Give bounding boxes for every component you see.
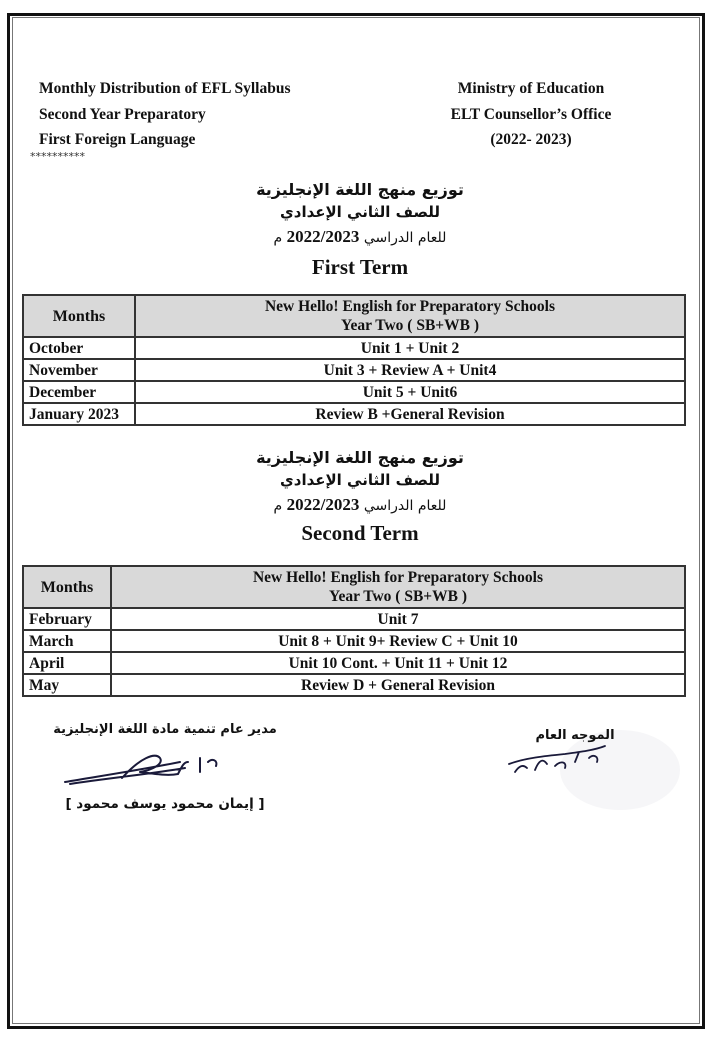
ministry-label: Ministry of Education [457, 80, 605, 97]
second-term-title: Second Term [301, 521, 419, 545]
book-column-header [135, 295, 685, 337]
book-subtitle: Year Two ( SB+WB ) [340, 317, 479, 334]
arabic-year-value: 2022/2023 [286, 495, 360, 514]
second-term-arabic-heading [160, 446, 560, 519]
header-right [432, 76, 630, 153]
content-cell: Unit 10 Cont. + Unit 11 + Unit 12 [111, 652, 685, 674]
table-row [23, 403, 685, 425]
content-cell: Unit 3 + Review A + Unit4 [135, 359, 685, 381]
book-subtitle: Year Two ( SB+WB ) [328, 588, 467, 605]
month-cell: February [23, 608, 111, 630]
month-cell: March [23, 630, 111, 652]
arabic-year-value: 2022/2023 [286, 227, 360, 246]
content-cell: Unit 7 [111, 608, 685, 630]
first-term-arabic-heading [160, 178, 560, 251]
month-cell: December [23, 381, 135, 403]
table-row [23, 381, 685, 403]
separator-stars: ********** [30, 150, 85, 163]
months-column-header: Months [23, 566, 111, 608]
header-left [39, 76, 291, 153]
left-signature [60, 748, 230, 790]
table-header-row [23, 566, 685, 608]
book-column-header [111, 566, 685, 608]
month-cell: May [23, 674, 111, 696]
month-cell: January 2023 [23, 403, 135, 425]
first-term-title: First Term [311, 255, 409, 279]
table-row [23, 337, 685, 359]
content-cell: Review D + General Revision [111, 674, 685, 696]
second-term-table [22, 565, 686, 697]
syllabus-title: Monthly Distribution of EFL Syllabus [39, 80, 291, 97]
content-cell: Unit 1 + Unit 2 [135, 337, 685, 359]
arabic-year-label: للعام الدراسي [363, 230, 447, 246]
right-signatory-title: الموجه العام [535, 728, 615, 743]
content-cell: Unit 8 + Unit 9+ Review C + Unit 10 [111, 630, 685, 652]
arabic-year-suffix: م [273, 498, 283, 514]
first-term-table [22, 294, 686, 426]
table-row [23, 652, 685, 674]
arabic-year [160, 492, 560, 519]
month-cell: November [23, 359, 135, 381]
arabic-year [160, 224, 560, 251]
office-label: ELT Counsellor’s Office [450, 105, 612, 123]
month-cell: October [23, 337, 135, 359]
content-cell: Unit 5 + Unit6 [135, 381, 685, 403]
arabic-grade: للصف الثاني الإعدادي [280, 471, 440, 489]
table-header-row [23, 295, 685, 337]
left-signatory-title: مدير عام تنمية مادة اللغة الإنجليزية [53, 722, 277, 737]
table-row [23, 674, 685, 696]
grade-label: Second Year Preparatory [39, 105, 206, 123]
arabic-year-label: للعام الدراسي [363, 498, 447, 514]
academic-year-label: (2022- 2023) [490, 131, 572, 148]
month-cell: April [23, 652, 111, 674]
signature-stroke [509, 746, 605, 772]
arabic-year-suffix: م [273, 230, 283, 246]
arabic-grade: للصف الثاني الإعدادي [280, 203, 440, 221]
language-label: First Foreign Language [39, 131, 196, 148]
arabic-title: توزيع منهج اللغة الإنجليزية [256, 180, 464, 199]
table-row [23, 608, 685, 630]
left-signatory-name: [ إيمان محمود يوسف محمود ] [65, 796, 265, 812]
book-title: New Hello! English for Preparatory Schools [264, 298, 556, 315]
table-row [23, 359, 685, 381]
right-signature [505, 742, 615, 778]
content-cell: Review B +General Revision [135, 403, 685, 425]
book-title: New Hello! English for Preparatory Schools [252, 569, 544, 586]
arabic-title: توزيع منهج اللغة الإنجليزية [256, 448, 464, 467]
signature-stroke [65, 756, 216, 784]
months-column-header: Months [23, 295, 135, 337]
table-row [23, 630, 685, 652]
